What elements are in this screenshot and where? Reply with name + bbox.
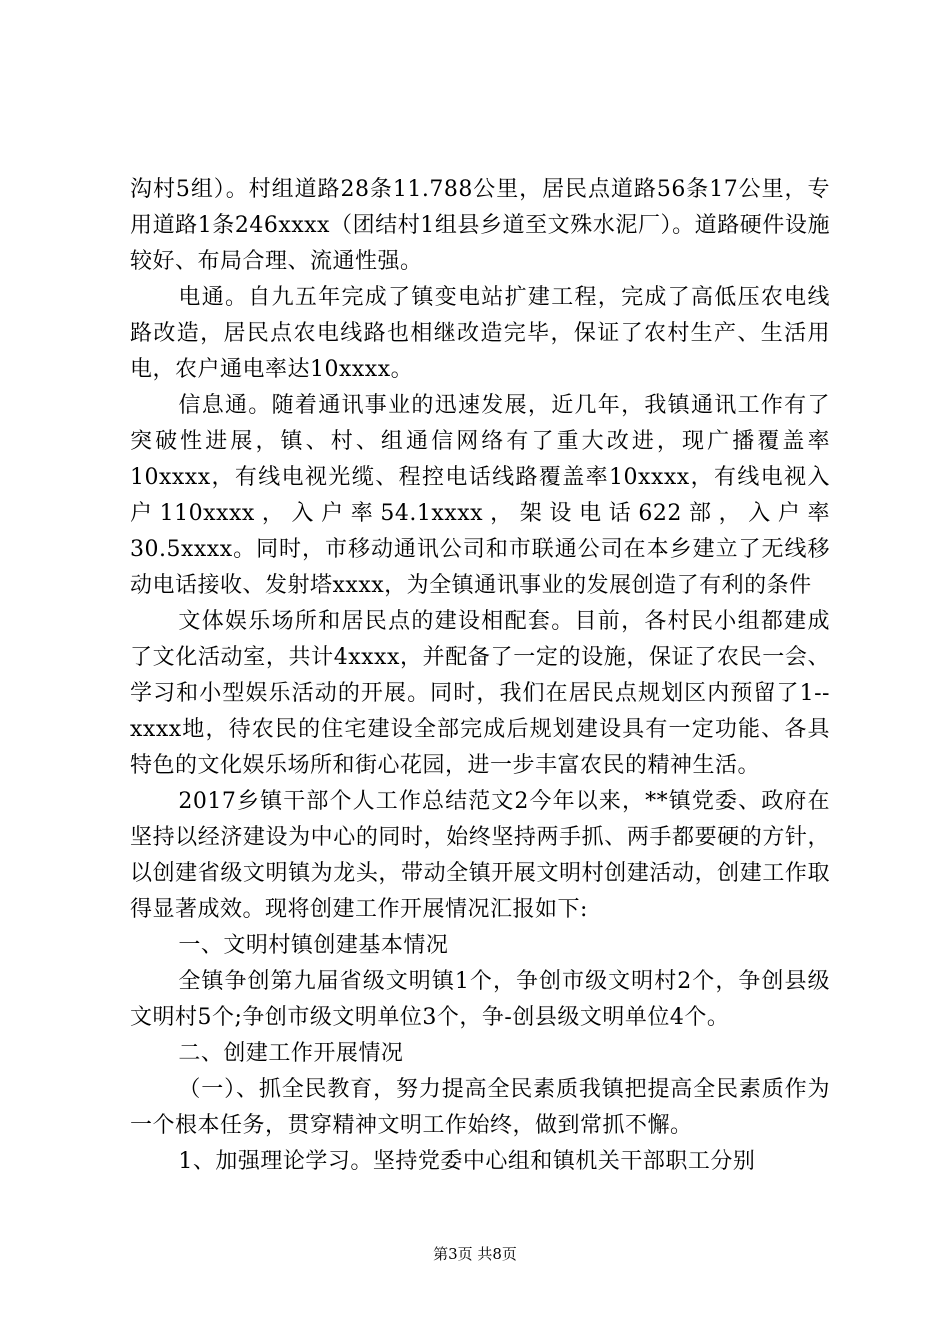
section-heading-2: 二、创建工作开展情况 (178, 1041, 404, 1066)
paragraph-2: 电通。自九五年完成了镇变电站扩建工程，完成了高低压农电线路改造，居民点农电线路也相继改造完毕，保证了农村生产、生活用电，农户通电率达10xxxx。 (130, 285, 830, 382)
section-heading-1: 一、文明村镇创建基本情况 (178, 933, 449, 958)
paragraph-3: 信息通。随着通讯事业的迅速发展，近几年，我镇通讯工作有了突破性进展，镇、村、组通信网络有了重大改进，现广播覆盖率10xxxx，有线电视光缆、程控电话线路覆盖率10xxxx，有线电视入户110xxxx，入户率54.1xxxx，架设电话622部，入户率30.5xxxx。同时，市移动通讯公司和市联通公司在本乡建立了无线移动电话接收、发射塔xxxx，为全镇通讯事业的发展创造了有利的条件 (130, 393, 830, 598)
paragraph-4: 文体娱乐场所和居民点的建设相配套。目前，各村民小组都建成了文化活动室，共计4xxxx，并配备了一定的设施，保证了农民一会、学习和小型娱乐活动的开展。同时，我们在居民点规划区内预留了1--xxxx地，待农民的住宅建设全部完成后规划建设具有一定功能、各具特色的文化娱乐场所和街心花园，进一步丰富农民的精神生活。 (130, 609, 830, 778)
paragraph-6: 全镇争创第九届省级文明镇1个，争创市级文明村2个，争创县级文明村5个;争创市级文明单位3个，争-创县级文明单位4个。 (130, 969, 830, 1030)
paragraph-8: 1、加强理论学习。坚持党委中心组和镇机关干部职工分别 (178, 1149, 756, 1174)
paragraph-1: 沟村5组）。村组道路28条11.788公里，居民点道路56条17公里，专用道路1条246xxxx（团结村1组县乡道至文殊水泥厂）。道路硬件设施较好、布局合理、流通性强。 (130, 177, 830, 274)
document-body (130, 172, 830, 1180)
page-footer: 第3页 共8页 (433, 1245, 517, 1263)
paragraph-5: 2017乡镇干部个人工作总结范文2今年以来，**镇党委、政府在坚持以经济建设为中心的同时，始终坚持两手抓、两手都要硬的方针，以创建省级文明镇为龙头，带动全镇开展文明村创建活动，创建工作取得显著成效。现将创建工作开展情况汇报如下: (130, 789, 830, 922)
paragraph-7: （一）、抓全民教育，努力提高全民素质我镇把提高全民素质作为一个根本任务，贯穿精神文明工作始终，做到常抓不懈。 (130, 1077, 830, 1138)
